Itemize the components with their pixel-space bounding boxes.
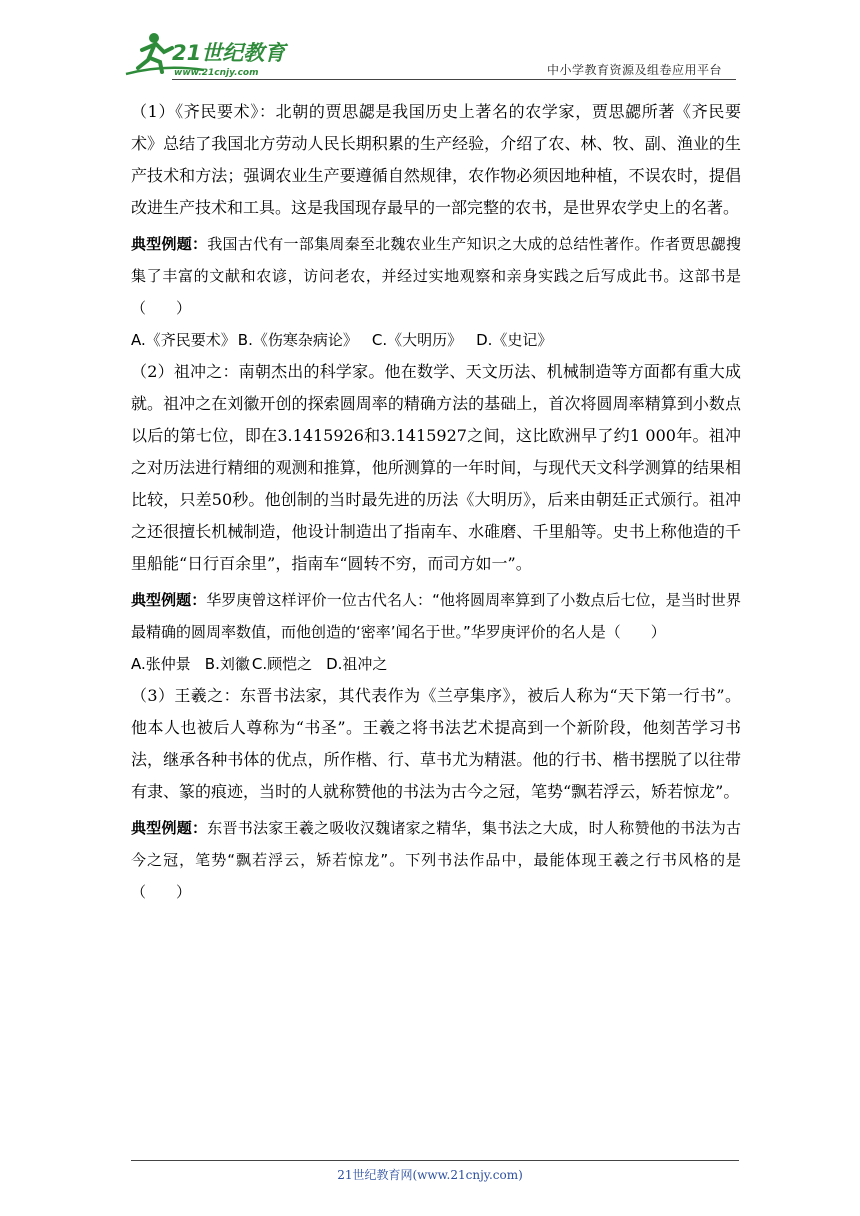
site-title: 中小学教育资源及组卷应用平台 xyxy=(546,63,722,77)
section-1-options xyxy=(131,324,741,356)
footer-divider xyxy=(131,1160,739,1161)
option-c: C.《大明历》 xyxy=(371,331,463,349)
section-3-example xyxy=(131,812,741,908)
section-2-body: （2）祖冲之：南朝杰出的科学家。他在数学、天文历法、机械制造等方面都有重大成就。祖冲之在刘徽开创的探索圆周率的精确方法的基础上，首次将圆周率精算到小数点以后的第七位，即在3.1415926和3.1415927之间，这比欧洲早了约1 000年。祖冲之对历法进行精细的观测和推算，他所测算的一年时间，与现代天文科学测算的结果相比较，只差50秒。他创制的当时最先进的历法《大明历》，后来由朝廷正式颁行。祖冲之还很擅长机械制造，他设计制造出了指南车、水碓磨、千里船等。史书上称他造的千里船能“日行百余里”，指南车“圆转不穷，而司方如一”。 xyxy=(131,362,741,573)
option-a: A.《齐民要术》 xyxy=(131,331,236,349)
option-a: A.张仲景 xyxy=(131,655,191,673)
example-text: 我国古代有一部集周秦至北魏农业生产知识之大成的总结性著作。作者贾思勰搜集了丰富的文献和农谚，访问老农，并经过实地观察和亲身实践之后写成此书。这部书是（ ） xyxy=(131,235,741,317)
header-divider xyxy=(172,79,736,80)
section-3-body: （3）王羲之：东晋书法家，其代表作为《兰亭集序》，被后人称为“天下第一行书”。他本人也被后人尊称为“书圣”。王羲之将书法艺术提高到一个新阶段，他刻苦学习书法，继承各种书体的优点，所作楷、行、草书尤为精湛。他的行书、楷书摆脱了以往带有隶、篆的痕迹，当时的人就称赞他的书法为古今之冠，笔势“飘若浮云，矫若惊龙”。 xyxy=(131,686,741,801)
page-footer: 21世纪教育网(www.21cnjy.com) xyxy=(337,1168,523,1182)
section-2-options xyxy=(131,648,741,680)
option-c: C.顾恺之 xyxy=(251,655,313,673)
example-label: 典型例题： xyxy=(131,819,208,837)
site-logo xyxy=(124,30,294,80)
example-label: 典型例题： xyxy=(131,591,207,609)
option-b: B.《伤寒杂病论》 xyxy=(237,331,358,349)
example-text: 华罗庚曾这样评价一位古代名人：“他将圆周率算到了小数点后七位，是当时世界最精确的圆周率数值，而他创造的‘密率’闻名于世。”华罗庚评价的名人是（ ） xyxy=(131,591,741,641)
logo-text: 21世纪教育 xyxy=(172,41,286,65)
section-1-example xyxy=(131,228,741,324)
option-d: D.《史记》 xyxy=(476,331,553,349)
example-text: 东晋书法家王羲之吸收汉魏诸家之精华，集书法之大成，时人称赞他的书法为古今之冠，笔势“飘若浮云，矫若惊龙”。下列书法作品中，最能体现王羲之行书风格的是（ ） xyxy=(131,819,741,901)
option-b: B.刘徽 xyxy=(204,655,250,673)
page-header xyxy=(124,28,736,82)
logo-url: www.21cnjy.com xyxy=(174,68,259,78)
document-body xyxy=(131,96,741,908)
example-label: 典型例题： xyxy=(131,235,208,253)
section-2-example xyxy=(131,584,741,648)
option-d: D.祖冲之 xyxy=(326,655,388,673)
section-1-body: （1）《齐民要术》：北朝的贾思勰是我国历史上著名的农学家，贾思勰所著《齐民要术》总结了我国北方劳动人民长期积累的生产经验，介绍了农、林、牧、副、渔业的生产技术和方法；强调农业生产要遵循自然规律，农作物必须因地种植，不误农时，提倡改进生产技术和工具。这是我国现存最早的一部完整的农书，是世界农学史上的名著。 xyxy=(131,102,741,217)
